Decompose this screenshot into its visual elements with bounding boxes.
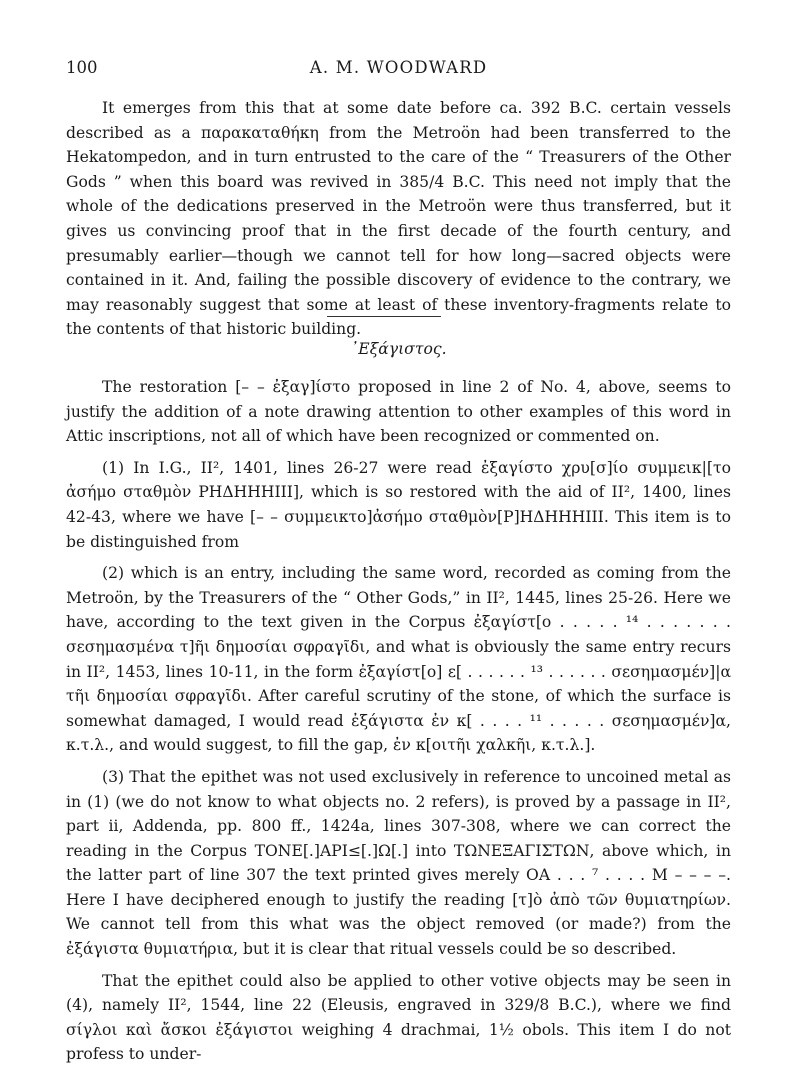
intro-paragraph: It emerges from this that at some date before ca. 392 B.C. certain vessels described as a παρακαταθήκη from the Metroön had been transferred to the Hekatompedon, and in turn entrusted to the care of the “ Treasurers of the Other Gods ” when this board was revived in 385/4 B.C. This need not imply that the whole of the dedications preserved in the Metroön were thus transferred, but it gives us convincing proof that in the first decade of the fourth century, and presumably earlier—though we cannot tell for how long—sacred objects were contained in it. And, failing the possible discovery of evidence to the contrary, we may reasonably suggest that some at least of these inventory-fragments relate to the contents of that historic building. [66,99,731,339]
running-head-author: A. M. WOODWARD [309,58,488,77]
item-2-paragraph: (2) which is an entry, including the same word, recorded as coming from the Metroön, by the Treasurers of the “ Other Gods,” in II², 1445, lines 25-26. Here we have, according to the text given in the Corpus ἐξαγίστ[ο . . . . . ¹⁴ . . . . . . . σεσημασμένα τ]ῆι δημοσίαι σφραγῖδι, and what is obviously the same entry recurs in II², 1453, lines 10-11, in the form ἐξαγίστ[ο] ε[ . . . . . . ¹³ . . . . . . σεσημασμέν]|α τῆι δημοσίαι σφραγῖδι. After careful scrutiny of the stone, of which the surface is somewhat damaged, I would read ἐξάγιστα ἐν κ[ . . . . ¹¹ . . . . . σεσημασμέν]α, κ.τ.λ., and would suggest, to fill the gap, ἐν κ[οιτῆι χαλκῆι, κ.τ.λ.]. [66,564,731,755]
section-divider [327,316,441,317]
closing-paragraph: That the epithet could also be applied to other votive objects may be seen in (4), namely II², 1544, line 22 (Eleusis, engraved in 329/8 B.C.), where we find σίγλοι καὶ ἄσκοι ἐξάγιστοι weighing 4 drachmai, 1½ obols. This item I do not profess to under- [66,971,731,1064]
section-intro-paragraph: The restoration [– – ἐξαγ]ίστο proposed in line 2 of No. 4, above, seems to justify the addition of a note drawing attention to other examples of this word in Attic inscriptions, not all of which have been recognized or commented on. [66,378,731,446]
running-header [66,58,731,88]
item-1-paragraph: (1) In I.G., II², 1401, lines 26-27 were read ἐξαγίστο χρυ[σ]ίο συμμεικ|[το ἀσήμο σταθμὸν ΡΗΔΗΗΗΙΙΙ], which is so restored with the aid of II², 1400, lines 42-43, where we have [– – συμμεικτο]ἀσήμο σταθμὸν[Ρ]ΗΔΗΗΗΙΙΙ. This item is to be distinguished from [66,458,731,551]
section-body [66,375,731,1067]
section-title: ᾿Εξάγιστος. [350,340,447,358]
page-number: 100 [66,58,98,77]
item-3-paragraph: (3) That the epithet was not used exclusively in reference to uncoined metal as in (1) (we do not know to what objects no. 2 refers), is proved by a passage in II², part ii, Addenda, pp. 800 ff., 1424a, lines 307-308, where we can correct the reading in the Corpus TONE[.]API≤[.]Ω[.] into ΤΩΝΕΞΑΓΙΣΤΩΝ, above which, in the latter part of line 307 the text printed gives merely ΟΑ . . . ⁷ . . . . Μ – – – –. Here I have deciphered enough to justify the reading [τ]ὸ ἀπὸ τῶν θυμιατηρίων. We cannot tell from this what was the object removed (or made?) from the ἐξάγιστα θυμιατήρια, but it is clear that ritual vessels could be so described. [66,767,731,959]
intro-block [66,96,731,342]
